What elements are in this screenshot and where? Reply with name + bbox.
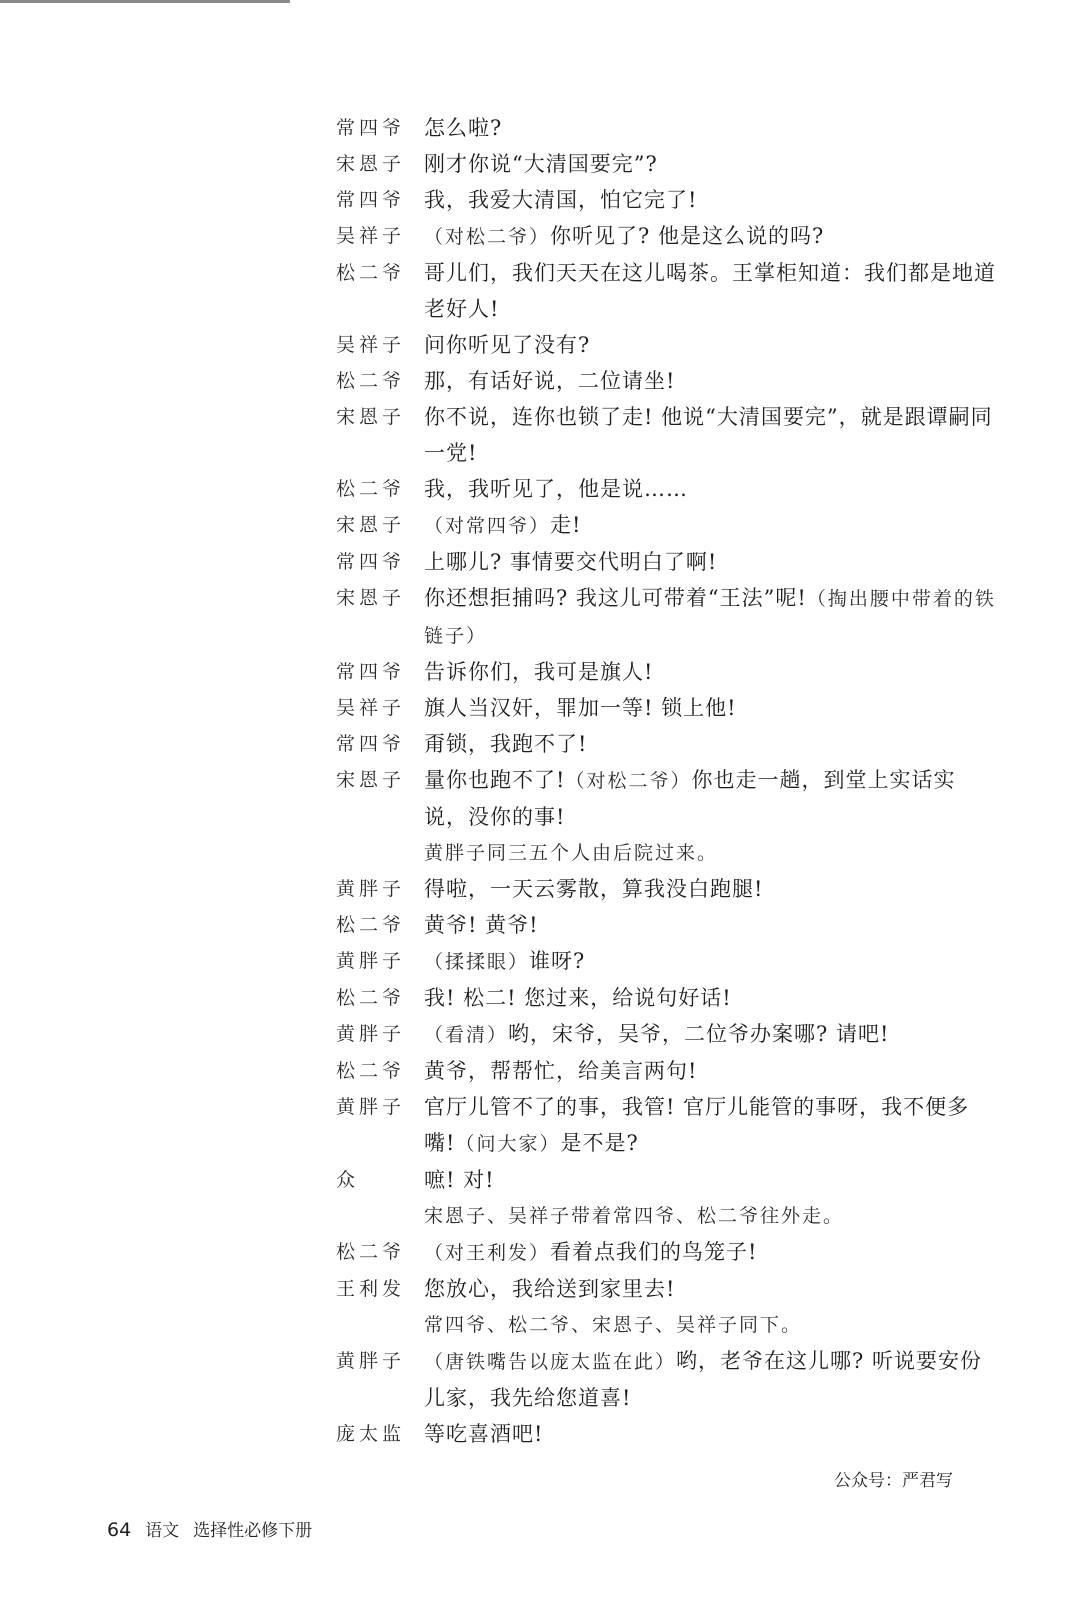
speech-text: 走!: [550, 513, 582, 537]
dialog-text: [424, 327, 996, 363]
dialog-text: [424, 1016, 996, 1053]
speech-text: 是不是?: [560, 1131, 639, 1155]
speaker-name: 松二爷: [336, 987, 406, 1009]
page-footer: [107, 1516, 312, 1541]
speaker-name: 宋恩子: [336, 153, 406, 175]
inline-stage-direction: （看清）: [424, 1024, 509, 1046]
dialog-line: [336, 943, 996, 980]
inline-stage-direction: （问大家）: [455, 1133, 561, 1155]
speaker-name: 松二爷: [336, 262, 406, 284]
speech-text: 你不说，连你也锁了走! 他说“大清国要完”，就是跟谭嗣同一党!: [424, 405, 993, 465]
dialog-line: [336, 907, 996, 943]
speech-text: 嗻! 对!: [424, 1168, 495, 1192]
dialog-text: [424, 507, 996, 544]
speaker-name: 宋恩子: [336, 514, 406, 536]
dialog-line: [336, 690, 996, 726]
inline-stage-direction: （对松二爷）: [565, 770, 692, 792]
dialog-text: [424, 690, 996, 726]
speaker-name: 吴祥子: [336, 225, 406, 247]
speech-text: 等吃喜酒吧!: [424, 1422, 544, 1446]
speaker-name: 松二爷: [336, 914, 406, 936]
speaker-name: 松二爷: [336, 1060, 406, 1082]
speech-text: 怎么啦?: [424, 116, 503, 140]
dialog-line: [336, 1234, 996, 1271]
speaker-name: 常四爷: [336, 733, 406, 755]
dialog-text: [424, 907, 996, 943]
speech-text: 黄爷，帮帮忙，给美言两句!: [424, 1059, 698, 1083]
speaker-name: 松二爷: [336, 478, 406, 500]
dialog-line: [336, 980, 996, 1016]
speaker-name: 松二爷: [336, 370, 406, 392]
speaker-name: 常四爷: [336, 661, 406, 683]
dialog-text: [424, 182, 996, 218]
dialog-text: [424, 1343, 996, 1416]
stage-direction: 宋恩子、吴祥子带着常四爷、松二爷往外走。: [424, 1205, 845, 1227]
inline-stage-direction: （揉揉眼）: [424, 951, 530, 973]
speech-text: 哟，宋爷，吴爷，二位爷办案哪? 请吧!: [508, 1022, 890, 1046]
inline-stage-direction: （唐铁嘴告以庞太监在此）: [424, 1351, 677, 1373]
dialog-line: [336, 146, 996, 182]
dialog-text: [424, 762, 996, 835]
dialog-line: [336, 654, 996, 690]
speaker-name: 吴祥子: [336, 697, 406, 719]
speech-text: 官厅儿管不了的事，我管! 官厅儿能管的事呀，我不便多嘴!: [424, 1095, 970, 1155]
dialog-line: [336, 544, 996, 580]
dialog-text: [424, 1053, 996, 1089]
dialog-line: [336, 218, 996, 255]
dialog-line: [336, 1162, 996, 1198]
dialog-text: [424, 1416, 996, 1452]
watermark: 公众号：严君写: [834, 1471, 953, 1491]
speech-text: 旗人当汉奸，罪加一等! 锁上他!: [424, 696, 737, 720]
speaker-name: 常四爷: [336, 551, 406, 573]
dialog-line: [336, 399, 996, 471]
dialog-text: [424, 110, 996, 146]
speech-text: 告诉你们，我可是旗人!: [424, 660, 654, 684]
speech-text: 甭锁，我跑不了!: [424, 732, 588, 756]
inline-stage-direction: （掏出腰中带着的铁链子）: [424, 588, 996, 647]
dialog-line: [336, 1089, 996, 1162]
dialog-line: [336, 762, 996, 835]
dialog-text: [424, 580, 996, 654]
speech-text: 问你听见了没有?: [424, 333, 591, 357]
speech-text: 看着点我们的鸟笼子!: [550, 1240, 758, 1264]
inline-stage-direction: （对王利发）: [424, 1242, 551, 1264]
dialog-line: [336, 182, 996, 218]
speech-text: 哟，老爷在这儿哪? 听说要安份儿家，我先给您道喜!: [424, 1349, 982, 1410]
speech-text: 我! 松二! 您过来，给说句好话!: [424, 986, 732, 1010]
dialog-text: [424, 943, 996, 980]
dialog-line: [336, 1016, 996, 1053]
dialog-line: [336, 1271, 996, 1307]
dialog-line: [336, 327, 996, 363]
speech-text: 上哪儿? 事情要交代明白了啊!: [424, 550, 718, 574]
inline-stage-direction: （对松二爷）: [424, 226, 551, 248]
dialog-text: [424, 1271, 996, 1307]
subject-label: 语文: [145, 1521, 180, 1541]
speaker-name: 宋恩子: [336, 587, 406, 609]
dialog-line: [336, 1053, 996, 1089]
dialog-line: [336, 1343, 996, 1416]
dialog-line: [336, 871, 996, 907]
dialog-text: [424, 218, 996, 255]
stage-direction: 黄胖子同三五个人由后院过来。: [424, 842, 719, 864]
dialog-line: [336, 110, 996, 146]
speaker-name: 众: [336, 1169, 360, 1191]
speech-text: 刚才你说“大清国要完”?: [424, 152, 658, 176]
speaker-name: 宋恩子: [336, 406, 406, 428]
dialog-line: [336, 507, 996, 544]
speech-text: 黄爷! 黄爷!: [424, 913, 539, 937]
dialog-text: [424, 146, 996, 182]
dialog-text: [424, 544, 996, 580]
dialog-line: [336, 255, 996, 327]
speech-text: 我，我爱大清国，怕它完了!: [424, 188, 698, 212]
speaker-name: 黄胖子: [336, 878, 406, 900]
stage-direction: 常四爷、松二爷、宋恩子、吴祥子同下。: [424, 1314, 803, 1336]
dialog-text: [424, 399, 996, 471]
speaker-name: 黄胖子: [336, 1096, 406, 1118]
dialog-text: [424, 1234, 996, 1271]
speaker-name: 常四爷: [336, 117, 406, 139]
dialog-text: [424, 363, 996, 399]
speech-text: 得啦，一天云雾散，算我没白跑腿!: [424, 877, 764, 901]
speech-text: 量你也跑不了!: [424, 768, 566, 792]
dialog-line: [336, 363, 996, 399]
speaker-name: 黄胖子: [336, 1350, 406, 1372]
speech-text: 你也走一趟，到堂上实话实说，没你的事!: [424, 768, 956, 829]
speech-text: 您放心，我给送到家里去!: [424, 1277, 676, 1301]
dialog-text: [424, 1089, 996, 1162]
speech-text: 哥儿们，我们天天在这儿喝茶。王掌柜知道：我们都是地道老好人!: [424, 261, 996, 321]
dialog-line: [336, 471, 996, 507]
speaker-name: 王利发: [336, 1278, 406, 1300]
speech-text: 你还想拒捕吗? 我这儿可带着“王法”呢!: [424, 586, 807, 610]
dialog-text: [424, 1162, 996, 1198]
dialog-text: [424, 654, 996, 690]
inline-stage-direction: （对常四爷）: [424, 515, 551, 537]
dialog-text: [424, 726, 996, 762]
page-number: 64: [107, 1519, 132, 1541]
speaker-name: 宋恩子: [336, 769, 406, 791]
dialog-text: [424, 980, 996, 1016]
speech-text: 那，有话好说，二位请坐!: [424, 369, 676, 393]
dialog-line: [336, 580, 996, 654]
dialog-text: [424, 471, 996, 507]
dialog-text: [424, 255, 996, 327]
play-script: [336, 110, 996, 1452]
book-title: 选择性必修下册: [193, 1521, 313, 1541]
speaker-name: 吴祥子: [336, 334, 406, 356]
dialog-text: [424, 871, 996, 907]
dialog-line: [336, 726, 996, 762]
speaker-name: 庞太监: [336, 1423, 406, 1445]
speaker-name: 黄胖子: [336, 1023, 406, 1045]
speaker-name: 常四爷: [336, 189, 406, 211]
speaker-name: 松二爷: [336, 1241, 406, 1263]
dialog-line: [336, 1416, 996, 1452]
speech-text: 我，我听见了，他是说……: [424, 477, 688, 501]
speech-text: 谁呀?: [529, 949, 586, 973]
speech-text: 你听见了? 他是这么说的吗?: [550, 224, 825, 248]
scan-edge: [0, 0, 290, 3]
speaker-name: 黄胖子: [336, 950, 406, 972]
